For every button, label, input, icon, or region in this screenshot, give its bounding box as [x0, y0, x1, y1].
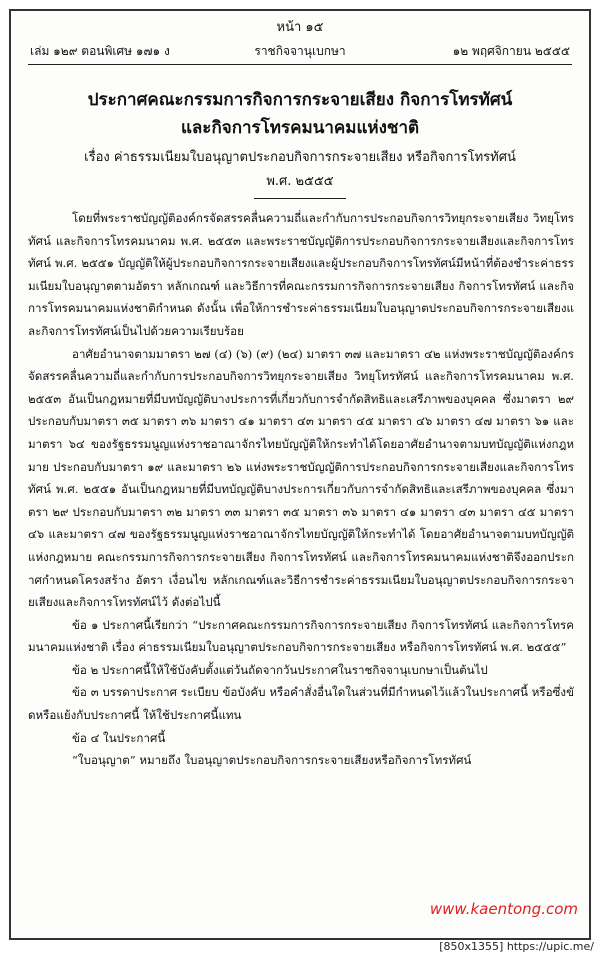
- paragraph-clause-3: ข้อ ๓ บรรดาประกาศ ระเบียบ ข้อบังคับ หรือคำสั่งอื่นใดในส่วนที่มีกำหนดไว้แล้วในประกาศนี้ หรือซึ่งขัดหรือแย้งกับประกาศนี้ ให้ใช้ประกาศนี้แทน: [28, 685, 574, 723]
- footer-link[interactable]: [850x1355] https://upic.me/: [439, 940, 594, 953]
- paragraph-authority: อาศัยอำนาจตามมาตรา ๒๗ (๔) (๖) (๙) (๒๔) มาตรา ๓๗ และมาตรา ๔๒ แห่งพระราชบัญญัติองค์กรจัดสรรคลื่นความถี่และกำกับการประกอบกิจการวิทยุกระจายเสียง วิทยุโทรทัศน์ และกิจการโทรคมนาคม พ.ศ. ๒๕๕๓ อันเป็นกฎหมายที่มีบทบัญญัติบางประการที่เกี่ยวกับการจำกัดสิทธิและเสรีภาพของบุคคล ซึ่งมาตรา ๒๙ ประกอบกับมาตรา ๓๕ มาตรา ๓๖ มาตรา ๔๑ มาตรา ๔๓ มาตรา ๔๕ มาตรา ๔๖ มาตรา ๔๗ มาตรา ๖๑ และมาตรา ๖๔ ของรัฐธรรมนูญแห่งราชอาณาจักรไทยบัญญัติให้กระทำได้โดยอาศัยอำนาจตามบทบัญญัติแห่งกฎหมาย ประกอบกับมาตรา ๑๙ และมาตรา ๒๖ แห่งพระราชบัญญัติการประกอบกิจการกระจายเสียงและกิจการโทรทัศน์ พ.ศ. ๒๕๕๑ อันเป็นกฎหมายที่มีบทบัญญัติบางประการเกี่ยวกับการจำกัดสิทธิและเสรีภาพของบุคคล ซึ่งมาตรา ๒๙ ประกอบกับมาตรา ๓๒ มาตรา ๓๓ มาตรา ๓๕ มาตรา ๓๖ มาตรา ๔๑ มาตรา ๔๓ มาตรา ๔๕ มาตรา ๔๖ และมาตรา ๔๗ ของรัฐธรรมนูญแห่งราชอาณาจักรไทยบัญญัติให้กระทำได้ โดยอาศัยอำนาจตามบทบัญญัติแห่งกฎหมาย คณะกรรมการกิจการกระจายเสียง กิจการโทรทัศน์ และกิจการโทรคมนาคมแห่งชาติจึงออกประกาศกำหนดโครงสร้าง อัตรา เงื่อนไข หลักเกณฑ์และวิธีการชำระค่าธรรมเนียมใบอนุญาตประกอบกิจการกระจายเสียงและกิจการโทรทัศน์ไว้ ดังต่อไปนี้: [28, 346, 574, 610]
- gazette-name: ราชกิจจานุเบกษา: [254, 44, 346, 58]
- announcement-title-line2: และกิจการโทรคมนาคมแห่งชาติ: [180, 118, 420, 138]
- paragraph-clause-1: ข้อ ๑ ประกาศนี้เรียกว่า “ประกาศคณะกรรมการกิจการกระจายเสียง กิจการโทรทัศน์ และกิจการโทรคมนาคมแห่งชาติ เรื่อง ค่าธรรมเนียมใบอนุญาตประกอบกิจการกระจายเสียง หรือกิจการโทรทัศน์ พ.ศ. ๒๕๕๕”: [28, 617, 574, 655]
- header-rule: [28, 64, 572, 65]
- watermark: www.kaentong.com: [429, 900, 578, 918]
- gazette-date: ๑๒ พฤศจิกายน ๒๕๕๕: [452, 44, 570, 58]
- page-number: หน้า ๑๕: [276, 20, 324, 35]
- announcement-year: พ.ศ. ๒๕๕๕: [266, 174, 334, 189]
- paragraph-preamble: โดยที่พระราชบัญญัติองค์กรจัดสรรคลื่นความถี่และกำกับการประกอบกิจการวิทยุกระจายเสียง วิทยุโทรทัศน์ และกิจการโทรคมนาคม พ.ศ. ๒๕๕๓ และพระราชบัญญัติการประกอบกิจการกระจายเสียงและกิจการโทรทัศน์ พ.ศ. ๒๕๕๑ บัญญัติให้ผู้ประกอบกิจการกระจายเสียงและผู้ประกอบกิจการโทรทัศน์มีหน้าที่ต้องชำระค่าธรรมเนียมใบอนุญาตตามอัตรา หลักเกณฑ์ และวิธีการที่คณะกรรมการกิจการกระจายเสียง กิจการโทรทัศน์ และกิจการโทรคมนาคมแห่งชาติกำหนด ดังนั้น เพื่อให้การชำระค่าธรรมเนียมใบอนุญาตประกอบกิจการกระจายเสียงและกิจการโทรทัศน์เป็นไปด้วยความเรียบร้อย: [28, 211, 574, 338]
- paragraph-clause-4: ข้อ ๔ ในประกาศนี้: [72, 730, 166, 745]
- gazette-volume: เล่ม ๑๒๙ ตอนพิเศษ ๑๗๑ ง: [30, 44, 170, 58]
- paragraph-clause-2: ข้อ ๒ ประกาศนี้ให้ใช้บังคับตั้งแต่วันถัดจากวันประกาศในราชกิจจานุเบกษาเป็นต้นไป: [72, 662, 488, 677]
- paragraph-definition: “ใบอนุญาต” หมายถึง ใบอนุญาตประกอบกิจการกระจายเสียงหรือกิจการโทรทัศน์: [72, 753, 472, 768]
- document-body: [28, 207, 574, 772]
- title-separator: [254, 198, 346, 199]
- announcement-title-line1: ประกาศคณะกรรมการกิจการกระจายเสียง กิจการโทรทัศน์: [87, 90, 513, 110]
- announcement-subject: เรื่อง ค่าธรรมเนียมใบอนุญาตประกอบกิจการกระจายเสียง หรือกิจการโทรทัศน์: [84, 150, 516, 165]
- image-host-footer: [0, 940, 600, 958]
